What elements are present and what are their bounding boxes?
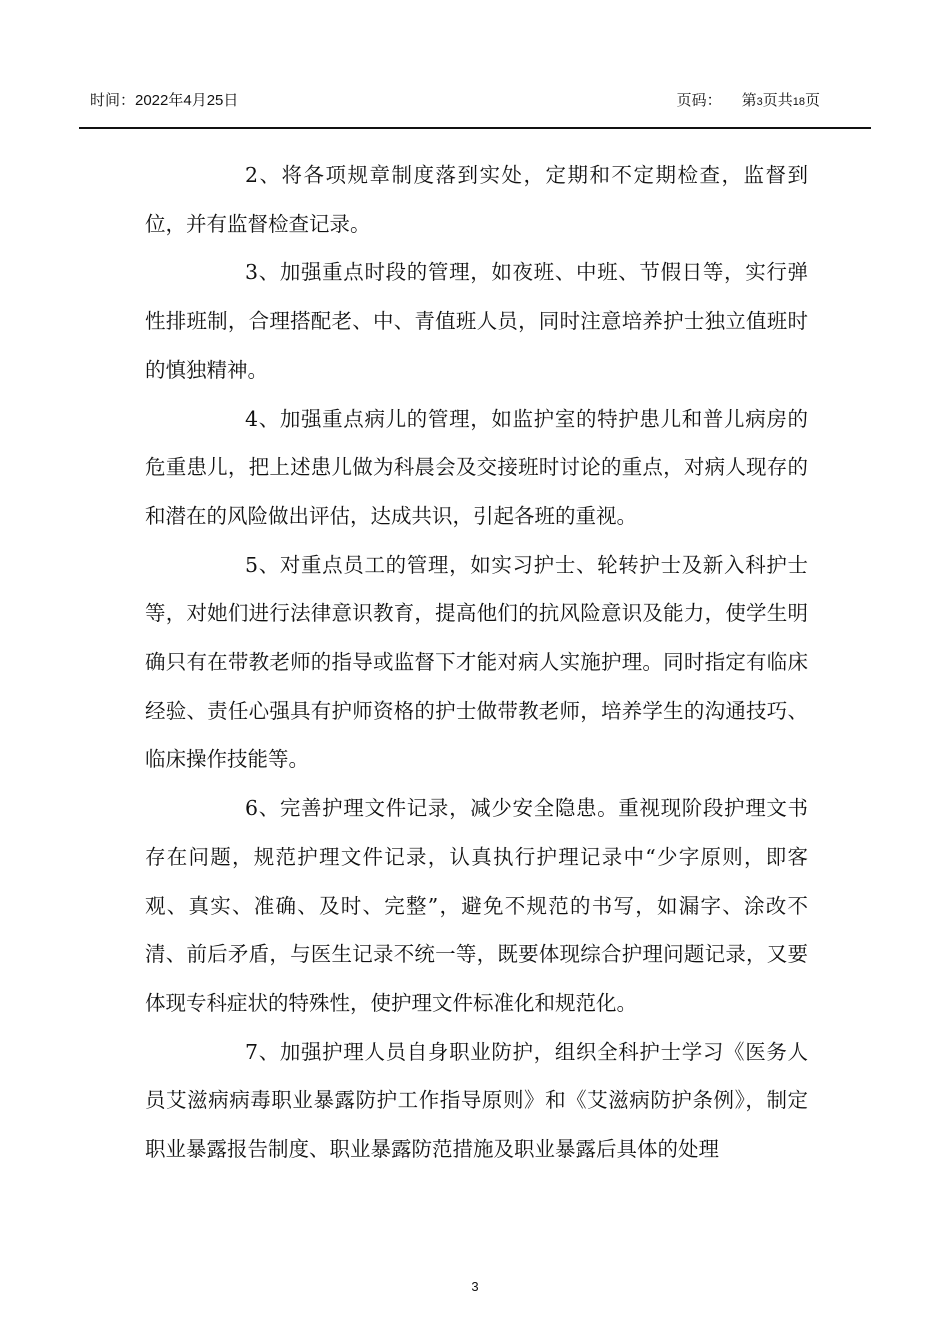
header-page-prefix: 第 <box>741 92 757 109</box>
paragraph-item-4: 4、加强重点病儿的管理，如监护室的特护患儿和普儿病房的危重患儿，把上述患儿做为科晨会及交接班时讨论的重点，对病人现存的和潜在的风险做出评估，达成共识，引起各班的重视。 <box>145 406 808 528</box>
page-header <box>90 89 820 115</box>
header-page-middle: 页共 <box>762 92 793 109</box>
header-page-current: 3 <box>756 96 763 108</box>
header-page-label: 页码： <box>676 92 722 109</box>
paragraph-item-2: 2、将各项规章制度落到实处，定期和不定期检查，监督到位，并有监督检查记录。 <box>145 163 808 236</box>
header-page-suffix: 页 <box>804 92 820 109</box>
document-body <box>145 151 808 1174</box>
header-page-total: 18 <box>792 96 805 108</box>
page-number-footer: 3 <box>471 1279 479 1294</box>
paragraph-item-3: 3、加强重点时段的管理，如夜班、中班、节假日等，实行弹性排班制，合理搭配老、中、青值班人员，同时注意培养护士独立值班时的慎独精神。 <box>145 260 808 382</box>
header-page-info <box>677 89 820 110</box>
header-date: 时间：2022年4月25日 <box>90 92 239 109</box>
paragraph-item-7: 7、加强护理人员自身职业防护，组织全科护士学习《医务人员艾滋病病毒职业暴露防护工作指导原则》和《艾滋病防护条例》，制定职业暴露报告制度、职业暴露防范措施及职业暴露后具体的处理 <box>145 1039 808 1162</box>
paragraph-item-6: 6、完善护理文件记录，减少安全隐患。重视现阶段护理文书存在问题，规范护理文件记录，认真执行护理记录中“少字原则，即客观、真实、准确、及时、完整”，避免不规范的书写，如漏字、涂改不清、前后矛盾，与医生记录不统一等，既要体现综合护理问题记录，又要体现专科症状的特殊性，使护理文件标准化和规范化。 <box>145 796 808 1015</box>
paragraph-item-5: 5、对重点员工的管理，如实习护士、轮转护士及新入科护士等，对她们进行法律意识教育，提高他们的抗风险意识及能力，使学生明确只有在带教老师的指导或监督下才能对病人实施护理。同时指定有临床经验、责任心强具有护师资格的护士做带教老师，培养学生的沟通技巧、临床操作技能等。 <box>145 552 808 772</box>
header-divider <box>79 127 871 129</box>
